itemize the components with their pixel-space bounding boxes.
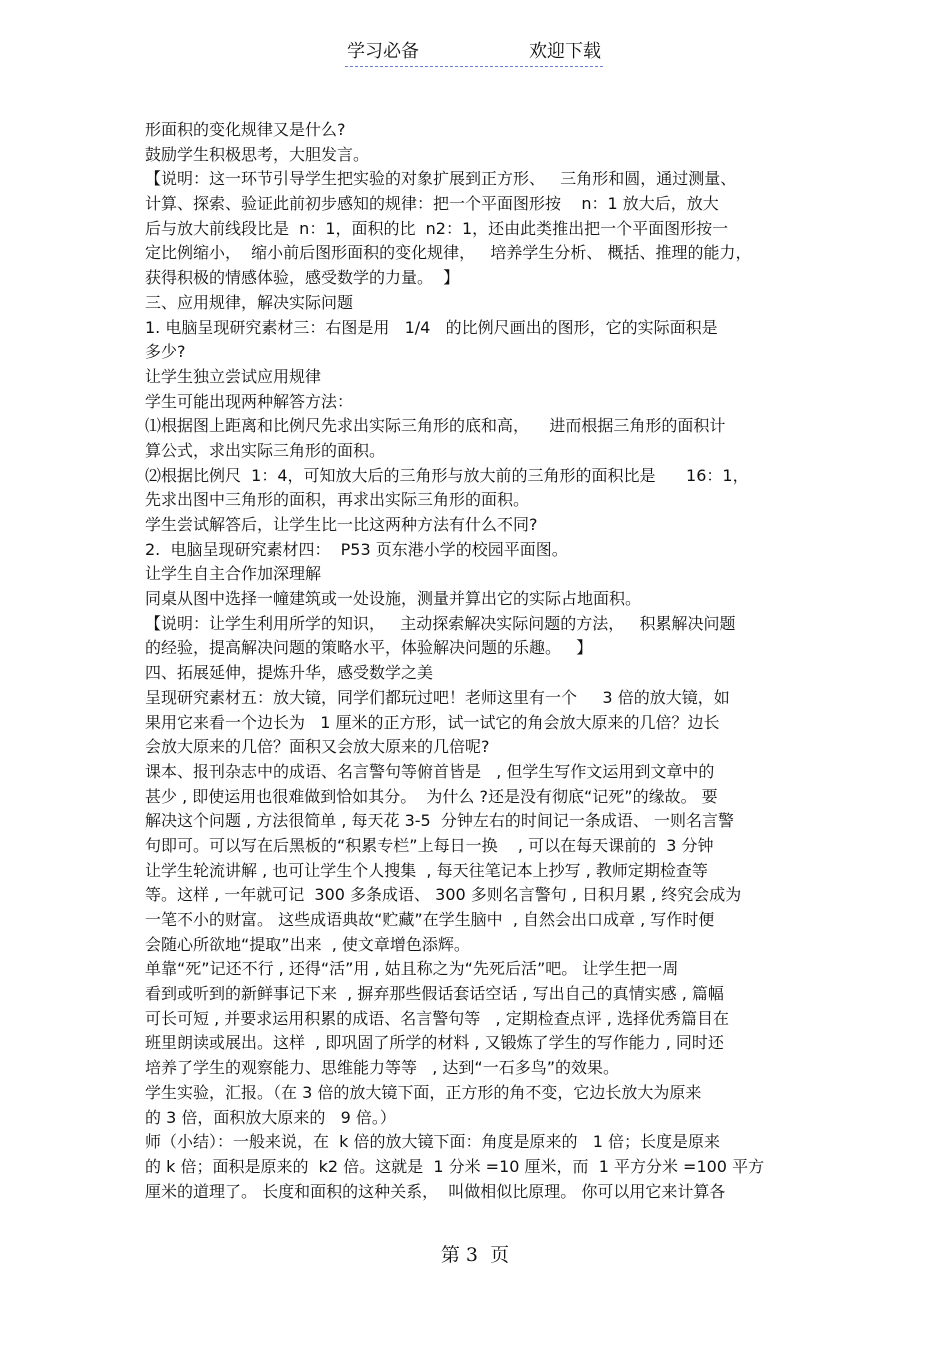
body-line: ⑴根据图上距离和比例尺先求出实际三角形的底和高， 进而根据三角形的面积计 [145,416,726,436]
body-line: 2. 电脑呈现研究素材四： P53 页东港小学的校园平面图。 [145,539,568,559]
body-line: 可长可短 , 并要求运用积累的成语、名言警句等 , 定期检查点评 , 选择优秀篇目在 [145,1008,729,1028]
body-line: 句即可。可以写在后黑板的“积累专栏”上每日一换 , 可以在每天课前的 3 分钟 [145,835,714,855]
page-number: 第 3 页 [440,1244,510,1266]
body-line: 后与放大前线段比是 n：1，面积的比 n2：1，还由此类推出把一个平面图形按一 [145,218,729,238]
header-right-text: 欢迎下载 [529,41,601,62]
header-left-text: 学习必备 [347,41,419,62]
body-line: 形面积的变化规律又是什么? [145,120,346,139]
document-body [145,118,810,1204]
body-line: 计算、探索、验证此前初步感知的规律：把一个平面图形按 n：1 放大后，放大 [145,194,719,214]
body-line: 厘米的道理了。 长度和面积的这种关系， 叫做相似比原理。 你可以用它来计算各 [145,1181,726,1201]
body-line: 解决这个问题 , 方法很简单 , 每天花 3-5 分钟左右的时间记一条成语、 一则名言警 [145,811,734,831]
section-heading: 三、应用规律，解决实际问题 [145,292,354,312]
body-line: 让学生轮流讲解 , 也可让学生个人搜集 , 每天往笔记本上抄写 , 教师定期检查等 [145,860,708,880]
body-line: 获得积极的情感体验，感受数学的力量。 】 [145,268,460,288]
body-line: 多少? [145,342,186,362]
body-line: 让学生独立尝试应用规律 [145,366,322,386]
body-line: 培养了学生的观察能力、思维能力等等 , 达到“一石多鸟”的效果。 [145,1058,620,1078]
body-line: 等。这样 , 一年就可记 300 多条成语、 300 多则名言警句 , 日积月累 , 终究会成为 [145,885,742,905]
body-line: 的 3 倍，面积放大原来的 9 倍。） [145,1107,396,1127]
section-heading: 四、拓展延伸，提炼升华，感受数学之美 [145,663,434,683]
body-line: 甚少 , 即使运用也很难做到恰如其分。 为什么 ?还是没有彻底“记死”的缘故。 要 [145,786,718,806]
body-line: 学生实验，汇报。（在 3 倍的放大镜下面，正方形的角不变，它边长放大为原来 [145,1082,702,1102]
body-line: 让学生自主合作加深理解 [145,564,322,584]
body-line: 1. 电脑呈现研究素材三：右图是用 1/4 的比例尺画出的图形，它的实际面积是 [145,317,718,337]
body-line: 会随心所欲地“提取”出来 , 使文章增色添辉。 [145,934,470,954]
body-line: 的 k 倍；面积是原来的 k2 倍。这就是 1 分米 =10 厘米，而 1 平方分米 =100 平方 [145,1156,765,1176]
body-line: 定比例缩小， 缩小前后图形面积的变化规律， 培养学生分析、 概括、推理的能力， [145,243,752,263]
body-line: 【说明：让学生利用所学的知识， 主动探索解决实际问题的方法， 积累解决问题 [145,613,736,633]
body-line: 单靠“死”记还不行 , 还得“活”用 , 姑且称之为“先死后活”吧。 让学生把一周 [145,959,679,979]
body-line: 学生尝试解答后，让学生比一比这两种方法有什么不同? [145,515,538,534]
body-line: 课本、报刊杂志中的成语、名言警句等俯首皆是 , 但学生写作文运用到文章中的 [145,761,715,781]
body-line: 一笔不小的财富。 这些成语典故“贮藏”在学生脑中 , 自然会出口成章 , 写作时便 [145,910,715,929]
body-line: 【说明：这一环节引导学生把实验的对象扩展到正方形、 三角形和圆，通过测量、 [145,169,737,189]
body-line: 算公式，求出实际三角形的面积。 [145,440,386,460]
body-line: ⑵根据比例尺 1：4，可知放大后的三角形与放大前的三角形的面积比是 16：1， [145,465,749,485]
body-line: 先求出图中三角形的面积，再求出实际三角形的面积。 [145,490,530,510]
body-line: 鼓励学生积极思考，大胆发言。 [145,144,370,164]
body-line: 师（小结）：一般来说，在 k 倍的放大镜下面：角度是原来的 1 倍；长度是原来 [145,1132,721,1152]
body-line: 班里朗读或展出。这样 , 即巩固了所学的材料 , 又锻炼了学生的写作能力 , 同时还 [145,1033,724,1053]
body-line: 呈现研究素材五：放大镜，同学们都玩过吧！老师这里有一个 3 倍的放大镜，如 [145,687,730,707]
body-line: 同桌从图中选择一幢建筑或一处设施，测量并算出它的实际占地面积。 [145,589,642,609]
body-line: 的经验，提高解决问题的策略水平，体验解决问题的乐趣。 】 [145,638,593,658]
body-line: 会放大原来的几倍？面积又会放大原来的几倍呢? [145,737,490,757]
body-line: 看到或听到的新鲜事记下来 , 摒弃那些假话套话空话 , 写出自己的真情实感 , 篇幅 [145,984,724,1004]
body-line: 学生可能出现两种解答方法： [145,391,354,411]
page-header [345,40,603,67]
body-line: 果用它来看一个边长为 1 厘米的正方形，试一试它的角会放大原来的几倍？边长 [145,712,720,732]
